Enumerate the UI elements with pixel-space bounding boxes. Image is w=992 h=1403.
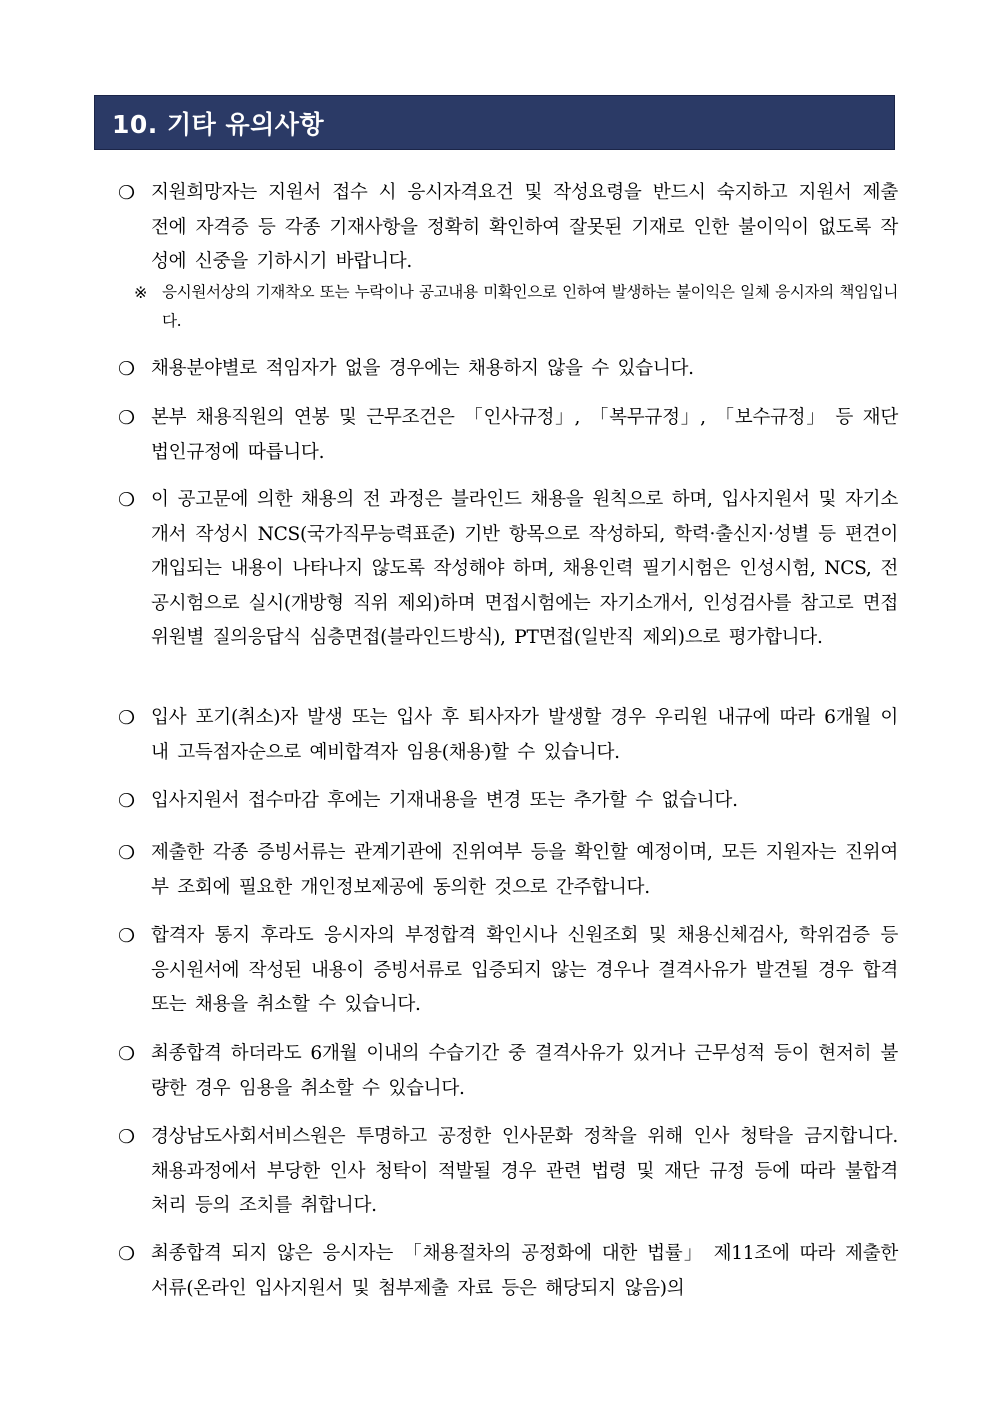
notice-item	[118, 784, 898, 819]
bullet-icon: ❍	[118, 1126, 136, 1148]
bullet-icon: ❍	[118, 1243, 136, 1265]
notice-item	[118, 401, 898, 470]
notice-item-text: 지원희망자는 지원서 접수 시 응시자격요건 및 작성요령을 반드시 숙지하고 지원서 제출 전에 자격증 등 각종 기재사항을 정확히 확인하여 잘못된 기재로 인한 불이익이 없도록 작성에 신중을 기하시기 바랍니다.	[151, 182, 898, 272]
note	[134, 278, 898, 336]
notice-item-text: 제출한 각종 증빙서류는 관계기관에 진위여부 등을 확인할 예정이며, 모든 지원자는 진위여부 조회에 필요한 개인정보제공에 동의한 것으로 간주합니다.	[151, 842, 898, 898]
section-title: 10. 기타 유의사항	[112, 109, 325, 139]
bullet-icon: ❍	[118, 925, 136, 947]
bullet-icon: ❍	[118, 358, 136, 380]
notice-item	[118, 1120, 898, 1224]
bullet-icon: ❍	[118, 790, 136, 812]
bullet-icon: ❍	[118, 842, 136, 864]
notice-item-text: 경상남도사회서비스원은 투명하고 공정한 인사문화 정착을 위해 인사 청탁을 금지합니다. 채용과정에서 부당한 인사 청탁이 적발될 경우 관련 법령 및 재단 규정 등에 따라 불합격 처리 등의 조치를 취합니다.	[151, 1126, 898, 1216]
bullet-icon: ❍	[118, 1043, 136, 1065]
notice-item-text: 입사 포기(취소)자 발생 또는 입사 후 퇴사자가 발생할 경우 우리원 내규에 따라 6개월 이내 고득점자순으로 예비합격자 임용(채용)할 수 있습니다.	[151, 707, 898, 763]
notice-item	[118, 919, 898, 1023]
notice-item	[118, 352, 898, 387]
notice-item	[118, 176, 898, 280]
reference-mark-icon: ※	[134, 283, 148, 302]
notice-item-text: 최종합격 하더라도 6개월 이내의 수습기간 중 결격사유가 있거나 근무성적 등이 현저히 불량한 경우 임용을 취소할 수 있습니다.	[151, 1043, 898, 1099]
notice-item	[118, 836, 898, 905]
notice-item	[118, 483, 898, 656]
notice-item-text: 본부 채용직원의 연봉 및 근무조건은 「인사규정」, 「복무규정」, 「보수규정」 등 재단 법인규정에 따릅니다.	[151, 407, 898, 463]
bullet-icon: ❍	[118, 182, 136, 204]
notice-item-text: 합격자 통지 후라도 응시자의 부정합격 확인시나 신원조회 및 채용신체검사, 학위검증 등 응시원서에 작성된 내용이 증빙서류로 입증되지 않는 경우나 결격사유가 발견될 경우 합격 또는 채용을 취소할 수 있습니다.	[151, 925, 898, 1015]
notice-item	[118, 1237, 898, 1306]
section-header	[94, 95, 895, 150]
note-text: 응시원서상의 기재착오 또는 누락이나 공고내용 미확인으로 인하여 발생하는 불이익은 일체 응시자의 책임입니다.	[162, 283, 898, 330]
notice-item	[118, 1037, 898, 1106]
notice-item-text: 입사지원서 접수마감 후에는 기재내용을 변경 또는 추가할 수 없습니다.	[151, 790, 738, 811]
bullet-icon: ❍	[118, 707, 136, 729]
notice-item-text: 최종합격 되지 않은 응시자는 「채용절차의 공정화에 대한 법률」 제11조에 따라 제출한 서류(온라인 입사지원서 및 첨부제출 자료 등은 해당되지 않음)의	[151, 1243, 898, 1299]
notice-item-text: 채용분야별로 적임자가 없을 경우에는 채용하지 않을 수 있습니다.	[151, 358, 694, 379]
notice-item-text: 이 공고문에 의한 채용의 전 과정은 블라인드 채용을 원칙으로 하며, 입사지원서 및 자기소개서 작성시 NCS(국가직무능력표준) 기반 항목으로 작성하되, 학력·출신지·성별 등 편견이 개입되는 내용이 나타나지 않도록 작성해야 하며, 채용인력 필기시험은 인성시험, NCS, 전공시험으로 실시(개방형 직위 제외)하며 면접시험에는 자기소개서, 인성검사를 참고로 면접위원별 질의응답식 심층면접(블라인드방식), PT면접(일반직 제외)으로 평가합니다.	[151, 489, 898, 648]
notice-item	[118, 701, 898, 770]
bullet-icon: ❍	[118, 489, 136, 511]
bullet-icon: ❍	[118, 407, 136, 429]
